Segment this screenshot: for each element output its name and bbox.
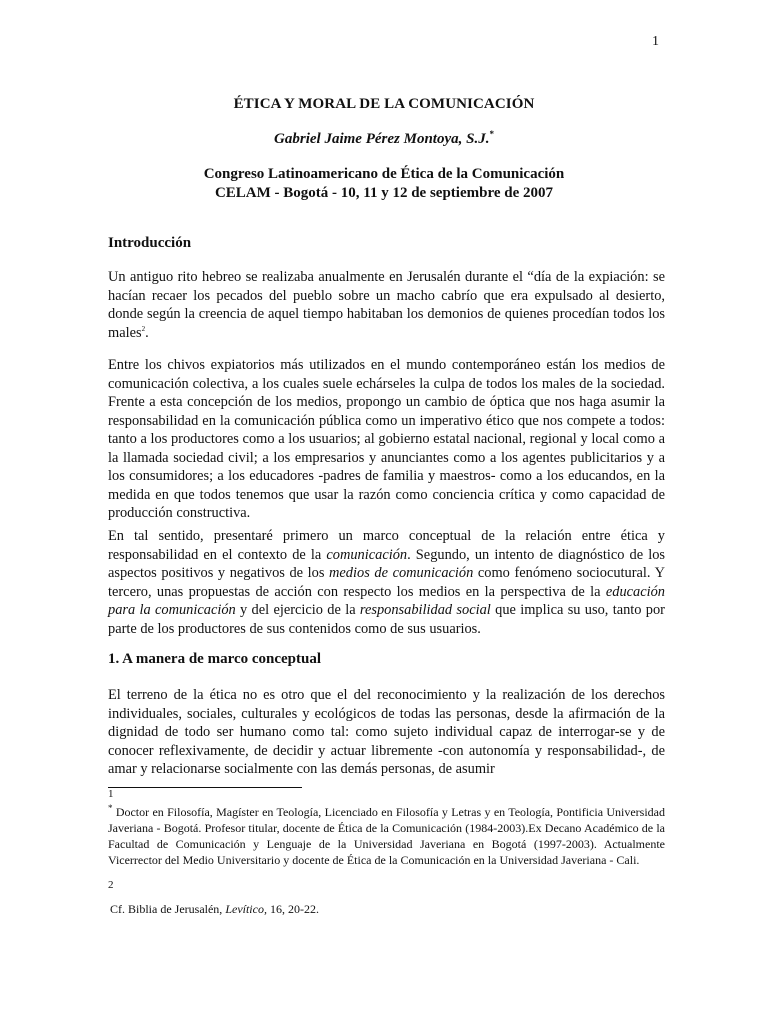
citation-prefix: Cf. Biblia de Jerusalén, bbox=[110, 902, 226, 916]
p3-text-g: y del ejercicio de la bbox=[235, 602, 360, 618]
congress-info bbox=[0, 165, 768, 203]
p3-text-a: En tal sentido, presentaré primero un marco conceptual de la relación entre ética y responsabilidad en el contexto de la bbox=[108, 528, 665, 563]
document-title: ÉTICA Y MORAL DE LA COMUNICACIÓN bbox=[233, 96, 535, 112]
footnote-marker-2: 2 bbox=[108, 879, 114, 891]
introduction-heading: Introducción bbox=[108, 235, 192, 251]
author-note-mark: * bbox=[489, 129, 494, 139]
footnote-marker-1: 1 bbox=[108, 788, 114, 800]
page-number: 1 bbox=[652, 34, 659, 49]
section-1-heading: 1. A manera de marco conceptual bbox=[108, 651, 322, 667]
introduction-p1-text: Un antiguo rito hebreo se realizaba anualmente en Jerusalén durante el “día de la expiación: se hacían recaer los pecados del pueblo sobre un macho cabrío que era expulsado al desierto, donde según la creencia de aquel tiempo habitaban los demonios de quienes procedían todos los males bbox=[108, 269, 665, 341]
introduction-paragraph-2: Entre los chivos expiatorios más utilizados en el mundo contemporáneo están los medios de comunicación colectiva, a los cuales suele echárseles la culpa de todos los males de la sociedad. Frente a esta concepción de los medios, propongo un cambio de óptica que nos haga asumir la responsabilidad en la comunicación pública como un imperativo ético que nos compete a todos: tanto a los productores como a los usuarios; al gobierno estatal nacional, regional y local como a la llamada sociedad civil; a los empresarios y anunciantes como a los agentes publicitarios y a los consumidores; a los educadores -padres de familia y maestros- como a los educandos, en la medida en que todos tenemos que usar la razón como conciencia crítica y como capacidad de producción constructiva. bbox=[108, 357, 665, 521]
p3-text-i: que implica su uso, tanto por parte de los productores de sus contenidos como de sus usuarios. bbox=[108, 602, 665, 637]
congress-place-date: CELAM - Bogotá - 10, 11 y 12 de septiembre de 2007 bbox=[214, 185, 554, 201]
footnote-ref-2: 2 bbox=[141, 324, 146, 333]
p3-italic-medios: medios de comunicación bbox=[329, 565, 474, 581]
footnote-separator bbox=[108, 787, 302, 788]
author-line bbox=[0, 129, 768, 148]
p3-italic-responsabilidad: responsabilidad social bbox=[359, 602, 491, 618]
p3-italic-comunicacion: comunicación bbox=[326, 546, 408, 563]
citation-book: Levítico, bbox=[225, 902, 267, 916]
footnote-author-mark: * bbox=[108, 803, 113, 813]
p3-italic-educacion: educación para la comunicación bbox=[108, 583, 665, 618]
footnote-author-bio bbox=[108, 804, 665, 868]
introduction-p1-end: . bbox=[145, 324, 149, 341]
author-name: Gabriel Jaime Pérez Montoya, S.J. bbox=[274, 131, 490, 147]
congress-name: Congreso Latinoamericano de Ética de la Comunicación bbox=[203, 166, 565, 182]
section-1-paragraph-1: El terreno de la ética no es otro que el del reconocimiento y la realización de los derechos individuales, sociales, culturales y ecológicos de todas las personas, desde la afirmación de la dignidad de todo ser humano como tal: como sujeto individual capaz de interrogar-se y de conocer reflexivamente, de decidir y actuar libremente -con autonomía y responsabilidad-, de amar y relacionarse socialmente con las demás personas, de asumir bbox=[108, 687, 665, 777]
footnote-citation bbox=[110, 902, 319, 917]
p3-text-e: como fenómeno sociocutural. Y tercero, unas propuestas de acción con respecto los medios en la perspectiva de la bbox=[108, 565, 665, 600]
introduction-paragraph-3 bbox=[108, 527, 665, 638]
introduction-paragraph-1 bbox=[108, 268, 665, 342]
p3-text-c: . Segundo, un intento de diagnóstico de los aspectos positivos y negativos de los bbox=[108, 546, 665, 581]
citation-suffix: 16, 20-22. bbox=[266, 902, 319, 916]
footnote-author-bio-text: Doctor en Filosofía, Magíster en Teología, Licenciado en Filosofía y Letras y en Teología, Pontificia Universidad Javeriana - Bogotá. Profesor titular, docente de Ética de la Comunicación (1984-2003).Ex Decano Académico de la Facultad de Comunicación y Lenguaje de la Universidad Javeriana en Bogotá (1997-2003). Actualmente Vicerrector del Medio Universitario y docente de Ética de la Comunicación en la Universidad Javeriana - Cali. bbox=[108, 805, 665, 867]
